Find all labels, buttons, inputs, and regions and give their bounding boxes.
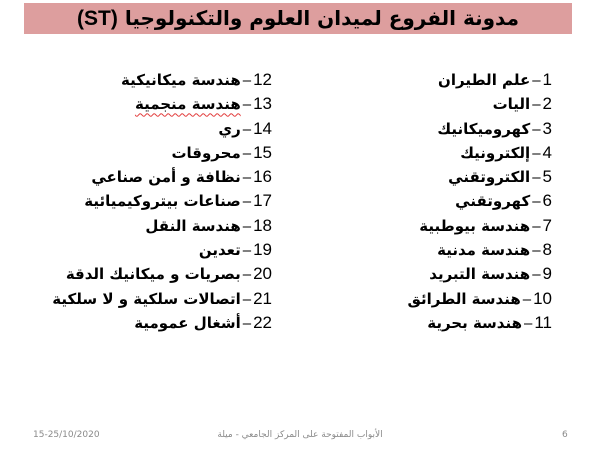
list-item: [407, 117, 552, 141]
item-dash: –: [242, 169, 252, 187]
item-number: 18: [253, 215, 272, 235]
list-item: [52, 311, 272, 335]
item-dash: –: [522, 290, 532, 308]
item-label: اتصالات سلكية و لا سلكية: [52, 289, 241, 308]
item-number: 19: [253, 240, 272, 260]
item-dash: –: [532, 193, 541, 211]
item-number: 11: [534, 312, 552, 332]
item-dash: –: [242, 290, 252, 308]
item-number: 15: [253, 142, 272, 162]
item-number: 10: [533, 288, 552, 308]
item-label: هندسة بحرية: [427, 313, 522, 332]
item-label: كهروتقني: [455, 192, 531, 211]
item-dash: –: [532, 217, 541, 235]
item-label: إلكترونيك: [460, 143, 531, 162]
item-number: 4: [542, 142, 552, 162]
item-label: هندسة الطرائق: [407, 289, 521, 308]
item-label: هندسة بيوطبية: [419, 216, 531, 235]
title-code: (ST): [77, 7, 118, 30]
item-number: 21: [253, 288, 272, 308]
item-dash: –: [242, 217, 252, 235]
item-dash: –: [242, 120, 252, 138]
item-number: 12: [253, 70, 272, 89]
item-dash: –: [532, 120, 541, 138]
list-item: [407, 214, 552, 238]
list-item: [407, 141, 552, 165]
item-number: 5: [542, 167, 552, 187]
item-label: هندسة ميكانيكية: [121, 71, 241, 89]
list-item: [52, 92, 272, 116]
item-label: أشغال عمومية: [134, 313, 241, 332]
item-label: علم الطيران: [438, 71, 531, 89]
item-number: 7: [542, 215, 552, 235]
list-item: [52, 214, 272, 238]
item-dash: –: [242, 144, 252, 162]
item-dash: –: [532, 96, 541, 114]
list-item: [52, 117, 272, 141]
footer-date: 15-25/10/2020: [33, 430, 100, 440]
item-label: الكتروتقني: [448, 168, 531, 187]
title-text: مدونة الفروع لميدان العلوم والتكنولوجيا: [124, 6, 519, 30]
item-label: صناعات بيتروكيميائية: [84, 192, 241, 211]
item-number: 6: [542, 191, 552, 211]
list-item: [407, 311, 552, 335]
item-dash: –: [532, 242, 541, 260]
item-dash: –: [524, 314, 533, 332]
item-number: 3: [542, 118, 552, 138]
page-number: 6: [562, 430, 568, 440]
item-label: هندسة منجمية: [134, 95, 241, 114]
list-item: [52, 141, 272, 165]
list-item: [407, 238, 552, 262]
list-item: [52, 262, 272, 286]
item-number: 9: [542, 264, 552, 284]
item-number: 8: [542, 240, 552, 260]
slide-title: [24, 3, 572, 34]
list-item: [52, 287, 272, 311]
item-number: 22: [253, 312, 272, 332]
item-dash: –: [532, 169, 541, 187]
item-label: تعدين: [198, 241, 241, 260]
item-dash: –: [242, 96, 252, 114]
item-label: بصريات و ميكانيك الدقة: [65, 265, 241, 284]
item-dash: –: [532, 72, 541, 89]
item-dash: –: [532, 144, 541, 162]
item-number: 20: [253, 264, 272, 284]
item-dash: –: [242, 266, 252, 284]
list-item: [407, 189, 552, 213]
item-label: ري: [218, 119, 241, 138]
list-item: [407, 287, 552, 311]
item-label: هندسة التبريد: [429, 265, 531, 284]
item-dash: –: [532, 266, 541, 284]
footer-caption: الأبواب المفتوحة على المركز الجامعي - ميلة: [217, 430, 383, 440]
list-item: [407, 262, 552, 286]
list-item: [407, 68, 552, 92]
item-number: 2: [542, 94, 552, 114]
item-label: هندسة النقل: [145, 216, 241, 235]
list-item: [52, 165, 272, 189]
item-number: 1: [542, 70, 552, 89]
item-label: اليات: [492, 95, 531, 114]
branch-list-left: [52, 68, 272, 335]
item-dash: –: [242, 72, 252, 89]
item-number: 16: [253, 167, 272, 187]
item-dash: –: [242, 314, 252, 332]
item-label: هندسة مدنية: [437, 241, 531, 260]
item-number: 17: [253, 191, 272, 211]
item-label: نظافة و أمن صناعي: [91, 168, 241, 187]
item-dash: –: [242, 242, 252, 260]
list-item: [52, 189, 272, 213]
list-item: [52, 238, 272, 262]
list-item: [407, 92, 552, 116]
item-number: 13: [253, 94, 272, 114]
branch-list-right: [407, 68, 552, 335]
list-item: [52, 68, 272, 92]
item-dash: –: [242, 193, 252, 211]
list-item: [407, 165, 552, 189]
item-number: 14: [253, 118, 272, 138]
item-label: محروقات: [171, 143, 241, 162]
item-label: كهروميكانيك: [437, 119, 531, 138]
